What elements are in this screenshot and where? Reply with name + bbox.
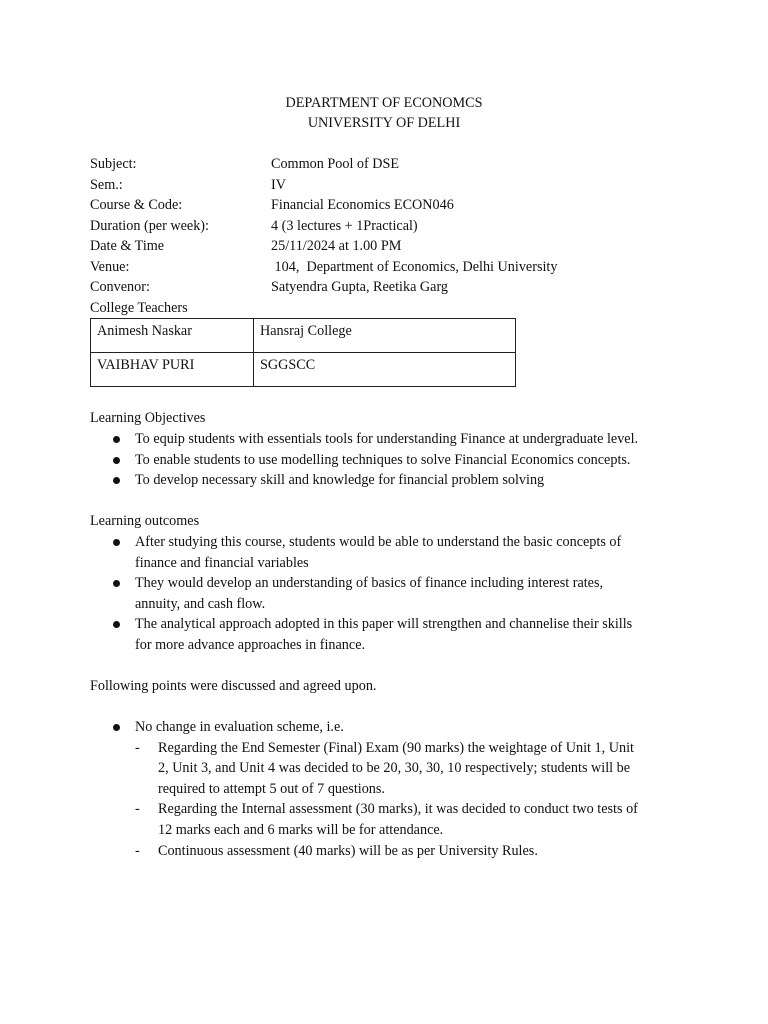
sub-item-line: 12 marks each and 6 marks will be for attendance.: [158, 821, 444, 838]
learning-outcomes-heading: Learning outcomes: [90, 513, 200, 529]
venue-value: 104, Department of Economics, Delhi University: [271, 259, 558, 275]
learning-objectives-list: [90, 429, 690, 491]
college-teachers-heading: College Teachers: [90, 300, 188, 316]
duration-value: 4 (3 lectures + 1Practical): [271, 218, 418, 234]
objective-text: To equip students with essentials tools for understanding Finance at undergraduate level.: [135, 431, 639, 447]
list-item: [90, 717, 690, 861]
sub-item-line: Continuous assessment (40 marks) will be as per University Rules.: [158, 842, 538, 859]
objective-text: To develop necessary skill and knowledge for financial problem solving: [135, 472, 545, 489]
list-item: [90, 450, 690, 471]
table-row: [91, 319, 516, 353]
bullet-icon: [113, 621, 120, 628]
bullet-icon: [113, 724, 120, 731]
list-item: [135, 799, 690, 840]
venue-label: Venue:: [90, 259, 130, 275]
list-item: [90, 532, 690, 573]
teacher-college-cell: Hansraj College: [254, 319, 516, 353]
convenor-value: Satyendra Gupta, Reetika Garg: [271, 279, 449, 295]
outcome-line: for more advance approaches in finance.: [135, 636, 366, 653]
department-title: DEPARTMENT OF ECONOMCS: [285, 95, 483, 111]
bullet-icon: [113, 436, 120, 443]
sub-item-line: required to attempt 5 out of 7 questions.: [158, 780, 385, 797]
learning-outcomes-list: [90, 532, 690, 656]
outcome-line: The analytical approach adopted in this paper will strengthen and channelise their skills: [135, 616, 633, 633]
outcome-line: annuity, and cash flow.: [135, 595, 266, 612]
dash-marker: -: [135, 801, 140, 818]
list-item: [90, 573, 690, 614]
semester-label: Sem.:: [90, 177, 123, 193]
outcome-line: They would develop an understanding of basics of finance including interest rates,: [135, 575, 604, 592]
objective-text: To enable students to use modelling techniques to solve Financial Economics concepts.: [135, 451, 631, 468]
college-teachers-table: [90, 318, 516, 387]
list-item: [90, 614, 690, 655]
teacher-name-cell: Animesh Naskar: [91, 319, 254, 353]
course-code-label: Course & Code:: [90, 197, 183, 213]
course-code-value: Financial Economics ECON046: [271, 197, 454, 213]
table-row: [91, 353, 516, 387]
list-item: [135, 841, 690, 862]
subject-value: Common Pool of DSE: [271, 156, 400, 172]
sub-item-line: Regarding the End Semester (Final) Exam (90 marks) the weightage of Unit 1, Unit: [158, 739, 634, 756]
learning-objectives-heading: Learning Objectives: [90, 410, 206, 426]
discussion-list: [90, 717, 690, 861]
discussion-intro: Following points were discussed and agreed upon.: [90, 678, 377, 694]
semester-value: IV: [271, 177, 286, 193]
list-item: [90, 470, 690, 491]
bullet-icon: [113, 457, 120, 464]
convenor-label: Convenor:: [90, 279, 150, 295]
outcome-line: After studying this course, students would be able to understand the basic concepts of: [135, 534, 622, 550]
dash-marker: -: [135, 739, 140, 756]
sub-item-line: 2, Unit 3, and Unit 4 was decided to be 20, 30, 30, 10 respectively; students will be: [158, 760, 631, 777]
duration-label: Duration (per week):: [90, 218, 209, 234]
date-time-value: 25/11/2024 at 1.00 PM: [271, 238, 402, 254]
date-time-label: Date & Time: [90, 238, 165, 254]
teacher-college-cell: SGGSCC: [254, 353, 516, 387]
discussion-sub-list: [135, 738, 690, 862]
list-item: [90, 429, 690, 450]
teacher-name-cell: VAIBHAV PURI: [91, 353, 254, 387]
subject-label: Subject:: [90, 156, 137, 172]
sub-item-line: Regarding the Internal assessment (30 marks), it was decided to conduct two tests of: [158, 801, 638, 818]
dash-marker: -: [135, 842, 140, 859]
outcome-line: finance and financial variables: [135, 554, 309, 571]
discussion-bullet-text: No change in evaluation scheme, i.e.: [135, 719, 344, 735]
bullet-icon: [113, 580, 120, 587]
bullet-icon: [113, 477, 120, 484]
list-item: [135, 738, 690, 800]
university-title: UNIVERSITY OF DELHI: [307, 115, 461, 131]
bullet-icon: [113, 539, 120, 546]
